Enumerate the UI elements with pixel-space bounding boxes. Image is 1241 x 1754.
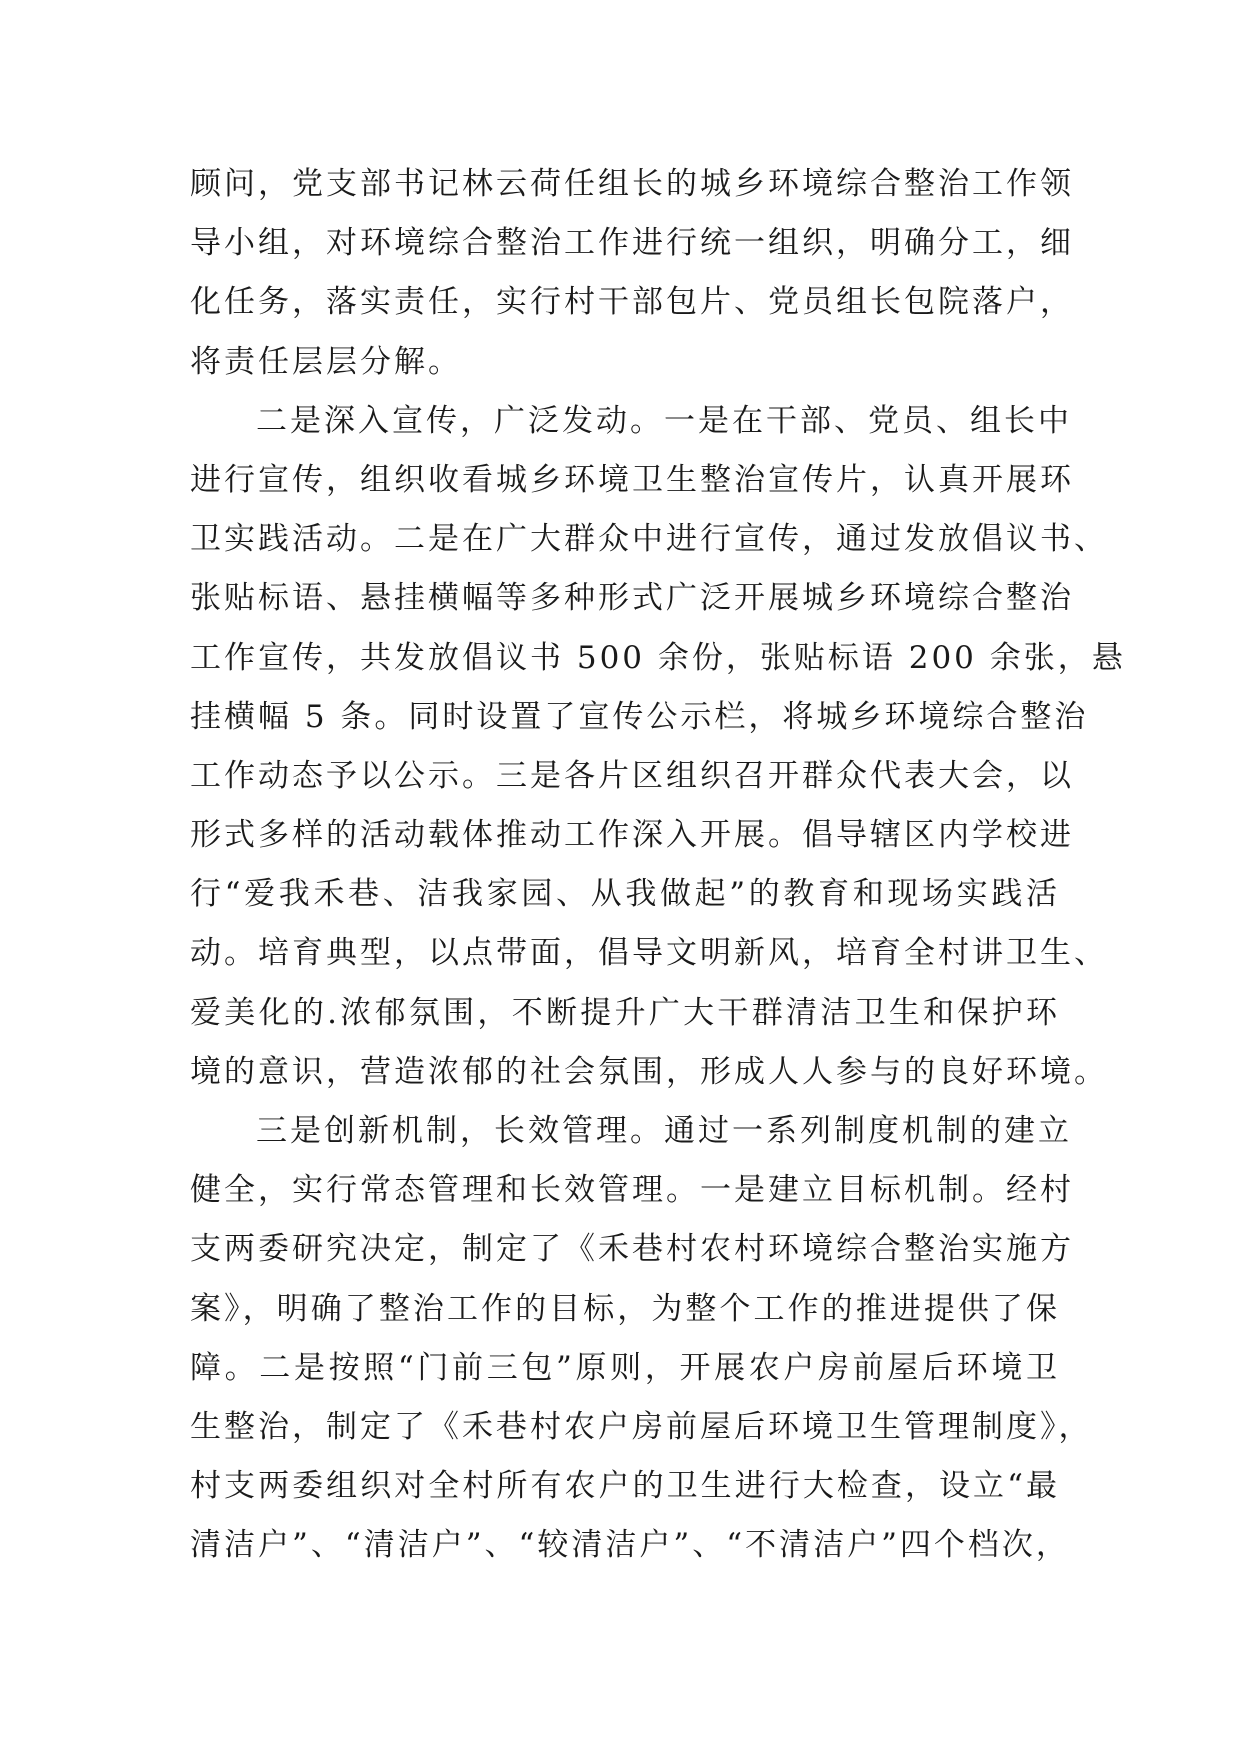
text-line: 清洁户”、“清洁户”、“较清洁户”、“不清洁户”四个档次， xyxy=(190,1527,1070,1564)
text-line: 境的意识，营造浓郁的社会氛围，形成人人参与的良好环境。 xyxy=(190,1053,1108,1090)
text-line: 行“爱我禾巷、洁我家园、从我做起”的教育和现场实践活 xyxy=(190,876,1060,913)
text-line: 支两委研究决定，制定了《禾巷村农村环境综合整治实施方 xyxy=(190,1231,1074,1268)
text-line: 案》，明确了整治工作的目标，为整个工作的推进提供了保 xyxy=(190,1290,1060,1327)
document-body xyxy=(190,155,1126,1576)
text-line: 顾问，党支部书记林云荷任组长的城乡环境综合整治工作领 xyxy=(190,166,1074,202)
text-line: 卫实践活动。二是在广大群众中进行宣传，通过发放倡议书、 xyxy=(190,521,1108,558)
text-line: 工作宣传，共发放倡议书 500 余份，张贴标语 200 余张，悬 xyxy=(190,639,1126,676)
text-line: 生整治，制定了《禾巷村农户房前屋后环境卫生管理制度》， xyxy=(190,1408,1093,1445)
paragraph-start-line: 三是创新机制，长效管理。通过一系列制度机制的建立 xyxy=(256,1113,1072,1149)
text-line: 工作动态予以公示。三是各片区组织召开群众代表大会，以 xyxy=(190,757,1074,794)
text-line: 进行宣传，组织收看城乡环境卫生整治宣传片，认真开展环 xyxy=(190,461,1074,498)
text-line: 将责任层层分解。 xyxy=(190,343,462,380)
text-line: 形式多样的活动载体推动工作深入开展。倡导辖区内学校进 xyxy=(190,817,1074,854)
text-line: 挂横幅 5 条。同时设置了宣传公示栏，将城乡环境综合整治 xyxy=(190,698,1089,735)
paragraph-start-line: 二是深入宣传，广泛发动。一是在干部、党员、组长中 xyxy=(256,402,1072,439)
text-line: 爱美化的.浓郁氛围，不断提升广大干群清洁卫生和保护环 xyxy=(190,994,1060,1031)
text-line: 张贴标语、悬挂横幅等多种形式广泛开展城乡环境综合整治 xyxy=(190,580,1074,617)
text-line: 障。二是按照“门前三包”原则，开展农户房前屋后环境卫 xyxy=(190,1349,1060,1386)
text-line: 化任务，落实责任，实行村干部包片、党员组长包院落户， xyxy=(190,284,1074,321)
text-line: 健全，实行常态管理和长效管理。一是建立目标机制。经村 xyxy=(190,1172,1074,1209)
text-line: 导小组，对环境综合整治工作进行统一组织，明确分工，细 xyxy=(190,225,1074,262)
text-line: 动。培育典型，以点带面，倡导文明新风，培育全村讲卫生、 xyxy=(190,935,1108,972)
text-line: 村支两委组织对全村所有农户的卫生进行大检查，设立“最 xyxy=(190,1468,1060,1505)
